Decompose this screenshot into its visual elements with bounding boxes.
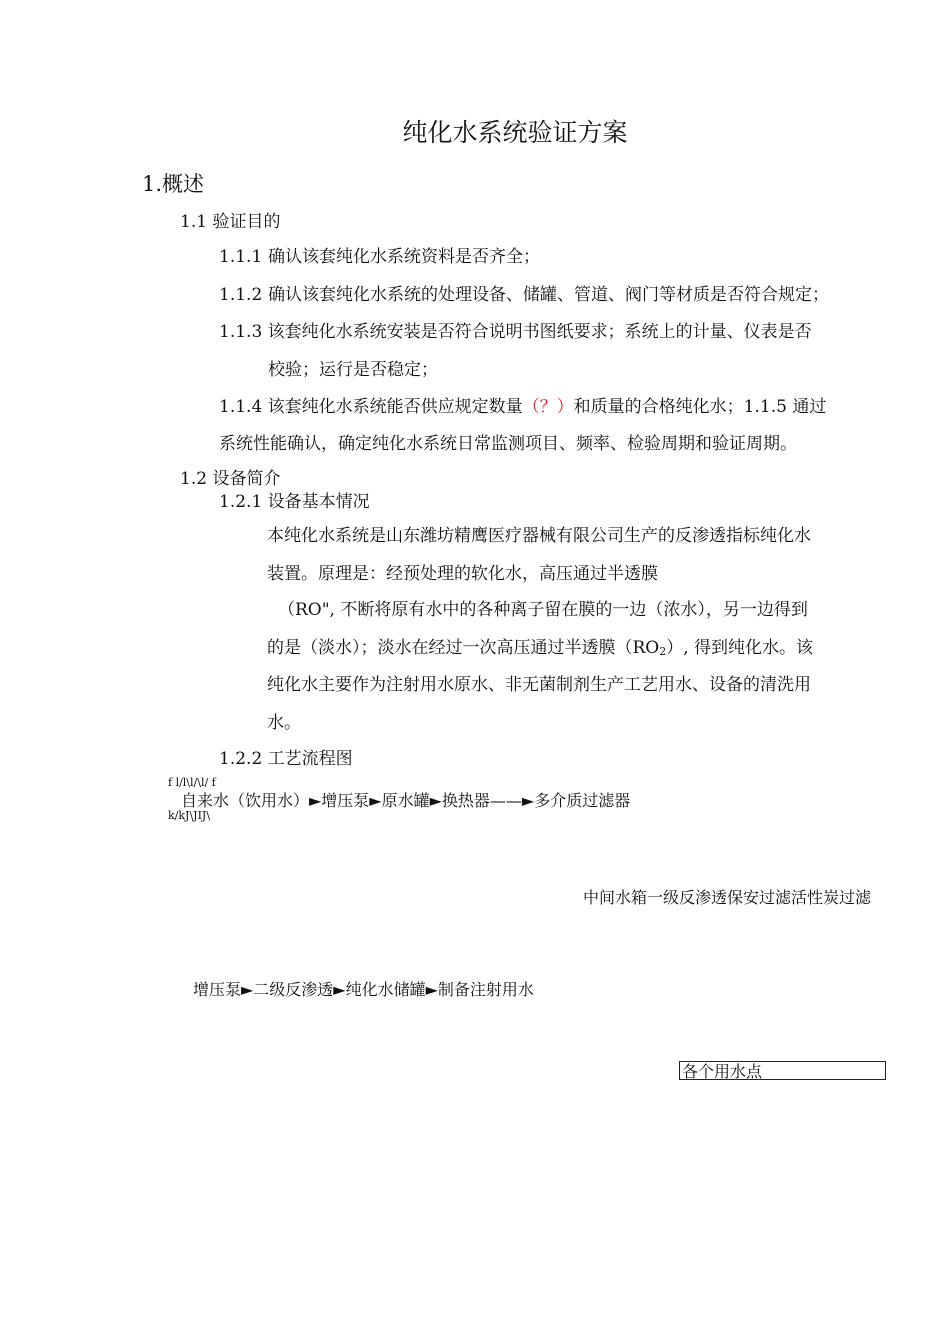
quantity-question-mark: （？） (522, 397, 574, 417)
description-line-4-post: ）, 得到纯化水。该 (666, 638, 814, 658)
description-line-2: 装置。原理是：经预处理的软化水，高压通过半透膜 (267, 564, 658, 584)
water-use-points-box: 各个用水点 (679, 1061, 886, 1080)
item-1-1-4-line2: 系统性能确认，确定纯化水系统日常监测项目、频率、检验周期和验证周期。 (219, 434, 797, 454)
description-line-1: 本纯化水系统是山东潍坊精鹰医疗器械有限公司生产的反渗透指标纯化水 (267, 526, 811, 546)
item-1-1-3-line1: 1.1.3 该套纯化水系统安装是否符合说明书图纸要求；系统上的计量、仪表是否 (219, 322, 812, 342)
item-1-1-2-text: 确认该套纯化水系统的处理设备、储罐、管道、阀门等材质是否符合规定； (268, 285, 829, 305)
item-1-1-4-pre: 1.1.4 该套纯化水系统能否供应规定数量 (219, 397, 523, 417)
flowchart-artifact-bottom: k/kJ\JIJ\ (168, 809, 211, 822)
flowchart-row-1: 自来水（饮用水）►增压泵►原水罐►换热器——►多介质过滤器 (181, 791, 631, 810)
subsection-heading-equipment: 1.2 设备简介 (180, 469, 281, 489)
description-line-4-pre: 的是（淡水）；淡水在经过一次高压通过半透膜（RO (267, 638, 660, 658)
item-1-1-4-line1 (219, 399, 826, 416)
description-line-4 (267, 640, 813, 657)
ro-subscript: 2 (659, 645, 667, 658)
description-line-3: （RO", 不断将原有水中的各种离子留在膜的一边（浓水），另一边得到 (278, 600, 808, 620)
flowchart-artifact-top: f l/l\l/\l/ f (168, 776, 216, 789)
page-title: 纯化水系统验证方案 (402, 118, 628, 147)
section-heading-overview: 1.概述 (142, 172, 205, 196)
description-line-5: 纯化水主要作为注射用水原水、非无菌制剂生产工艺用水、设备的清洗用 (267, 675, 811, 695)
subsection-heading-purpose: 1.1 验证目的 (180, 212, 281, 232)
item-1-1-3-line2: 校验；运行是否稳定； (268, 360, 438, 380)
subsection-heading-basic-info: 1.2.1 设备基本情况 (219, 492, 370, 512)
item-1-1-1-number: 1.1.1 (219, 247, 263, 267)
subsection-heading-flowchart: 1.2.2 工艺流程图 (219, 749, 353, 769)
flowchart-row-3: 增压泵►二级反渗透►纯化水储罐►制备注射用水 (193, 980, 534, 999)
item-1-1-1-text: 确认该套纯化水系统资料是否齐全； (268, 247, 540, 267)
description-line-6: 水。 (267, 713, 301, 733)
item-1-1-4-post: 和质量的合格纯化水；1.1.5 通过 (573, 397, 827, 417)
item-1-1-2-number: 1.1.2 (219, 285, 263, 305)
flowchart-row-2: 中间水箱一级反渗透保安过滤活性炭过滤 (583, 888, 872, 907)
